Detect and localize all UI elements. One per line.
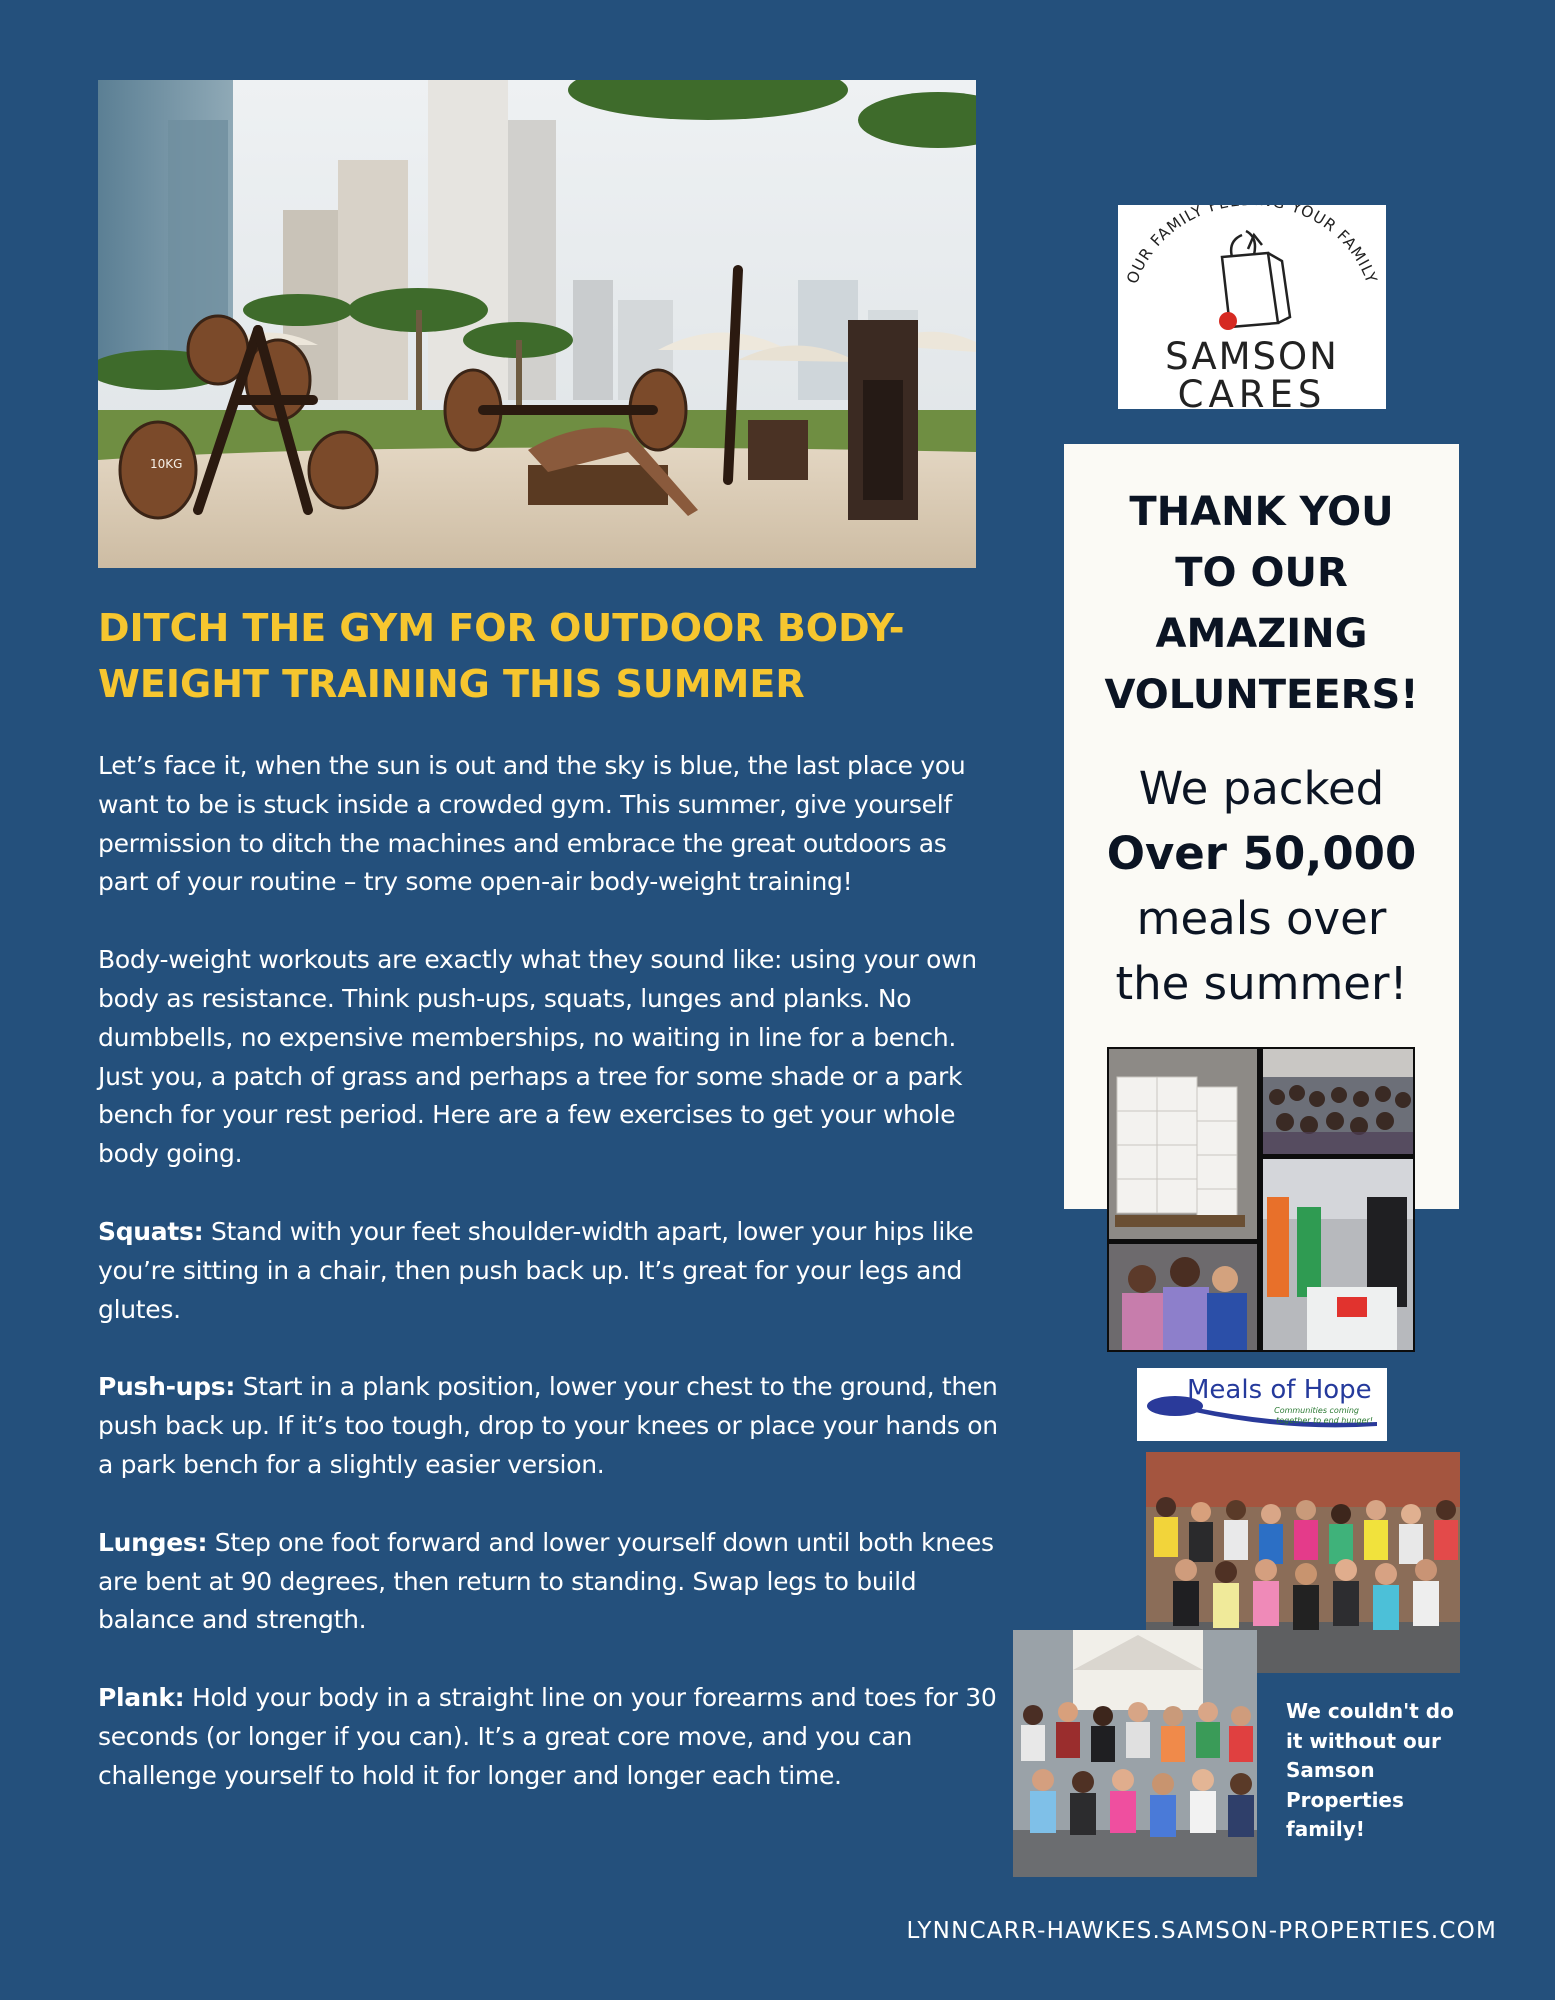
apple-icon (1219, 312, 1237, 330)
meals-of-hope-name: Meals of Hope (1187, 1375, 1372, 1405)
thank-you-heading (1064, 482, 1459, 726)
exercise-plank (98, 1679, 998, 1795)
weight-label: 10KG (150, 457, 183, 471)
exercise-squats (98, 1213, 998, 1329)
meals-tagline: Communities coming (1274, 1406, 1359, 1415)
logo-cares: CARES (1177, 373, 1327, 409)
exercise-name: Plank: (98, 1683, 185, 1713)
packed-line: We packed (1138, 762, 1385, 815)
website-url[interactable]: LYNNCARR-HAWKES.SAMSON-PROPERTIES.COM (906, 1918, 1497, 1944)
outdoor-gym-illustration (98, 80, 976, 568)
exercise-text: Stand with your feet shoulder-width apart, lower your hips like you’re sitting in a chair, then push back up. It’s great for your legs and glutes. (98, 1216, 974, 1324)
exercise-text: Step one foot forward and lower yourself down until both knees are bent at 90 degrees, then return to standing. Swap legs to build balance and strength. (98, 1527, 994, 1635)
meals-of-hope-logo (1137, 1368, 1387, 1441)
exercise-lunges (98, 1524, 998, 1640)
grocery-bag-icon (1222, 231, 1290, 327)
article-paragraph: Body-weight workouts are exactly what they sound like: using your own body as resistance. Think push-ups, squats, lunges and planks. No dumbbells, no expensive memberships, no waiting in line for a bench. Just you, a patch of grass and perhaps a tree for some shade or a park bench for your rest period. Here are a few exercises to get your whole body going. (98, 945, 977, 1169)
meals-tagline: together to end hunger! (1276, 1416, 1373, 1425)
collage-photo-portrait (1109, 1244, 1257, 1350)
exercise-pushups (98, 1368, 998, 1484)
samson-family-group-photo (1013, 1630, 1257, 1877)
heading-line: THANK YOU (1129, 489, 1394, 535)
exercise-name: Lunges: (98, 1527, 208, 1557)
exercise-text: Hold your body in a straight line on your forearms and toes for 30 seconds (or longer if you can). It’s a great core move, and you can challenge yourself to hold it for longer and longer each time. (98, 1683, 997, 1790)
collage-photo-crowd (1263, 1049, 1413, 1154)
svg-text:OUR FAMILY FEEDING YOUR FAMILY (1123, 205, 1380, 286)
meals-count: Over 50,000 (1106, 827, 1417, 880)
samson-family-note: We couldn't do it without our Samson Properties family! (1286, 1699, 1454, 1841)
article-body (98, 747, 998, 1835)
logo-samson: SAMSON (1165, 335, 1339, 378)
logo-arc-text: OUR FAMILY F YOUR FAMILY (1123, 205, 1381, 287)
collage-photo-boxes (1109, 1049, 1257, 1239)
article-intro: Let’s face it, when the sun is out and the sky is blue, the last place you want to be is stuck inside a crowded gym. This summer, give yourself permission to ditch the machines and embrace the great outdoors as part of your routine – try some open-air body-weight training! (98, 751, 966, 897)
collage-photo-packing-line (1263, 1159, 1413, 1350)
exercise-name: Squats: (98, 1216, 204, 1246)
meals-packed-text (1064, 756, 1459, 1016)
article-headline: DITCH THE GYM FOR OUTDOOR BODY-WEIGHT TRAINING THIS SUMMER (98, 606, 905, 706)
packed-line: the summer! (1115, 957, 1408, 1010)
volunteer-photo-collage (1107, 1047, 1415, 1352)
hero-photo (98, 80, 976, 568)
heading-line: VOLUNTEERS! (1104, 672, 1419, 718)
heading-line: TO OUR (1175, 550, 1348, 596)
samson-cares-logo (1118, 205, 1386, 409)
exercise-name: Push-ups: (98, 1372, 236, 1402)
heading-line: AMAZING (1155, 611, 1368, 657)
exercise-text: Start in a plank position, lower your chest to the ground, then push back up. If it’s too tough, drop to your knees or place your hands on a park bench for a slightly easier version. (98, 1372, 998, 1479)
packed-line: meals over (1136, 892, 1387, 945)
